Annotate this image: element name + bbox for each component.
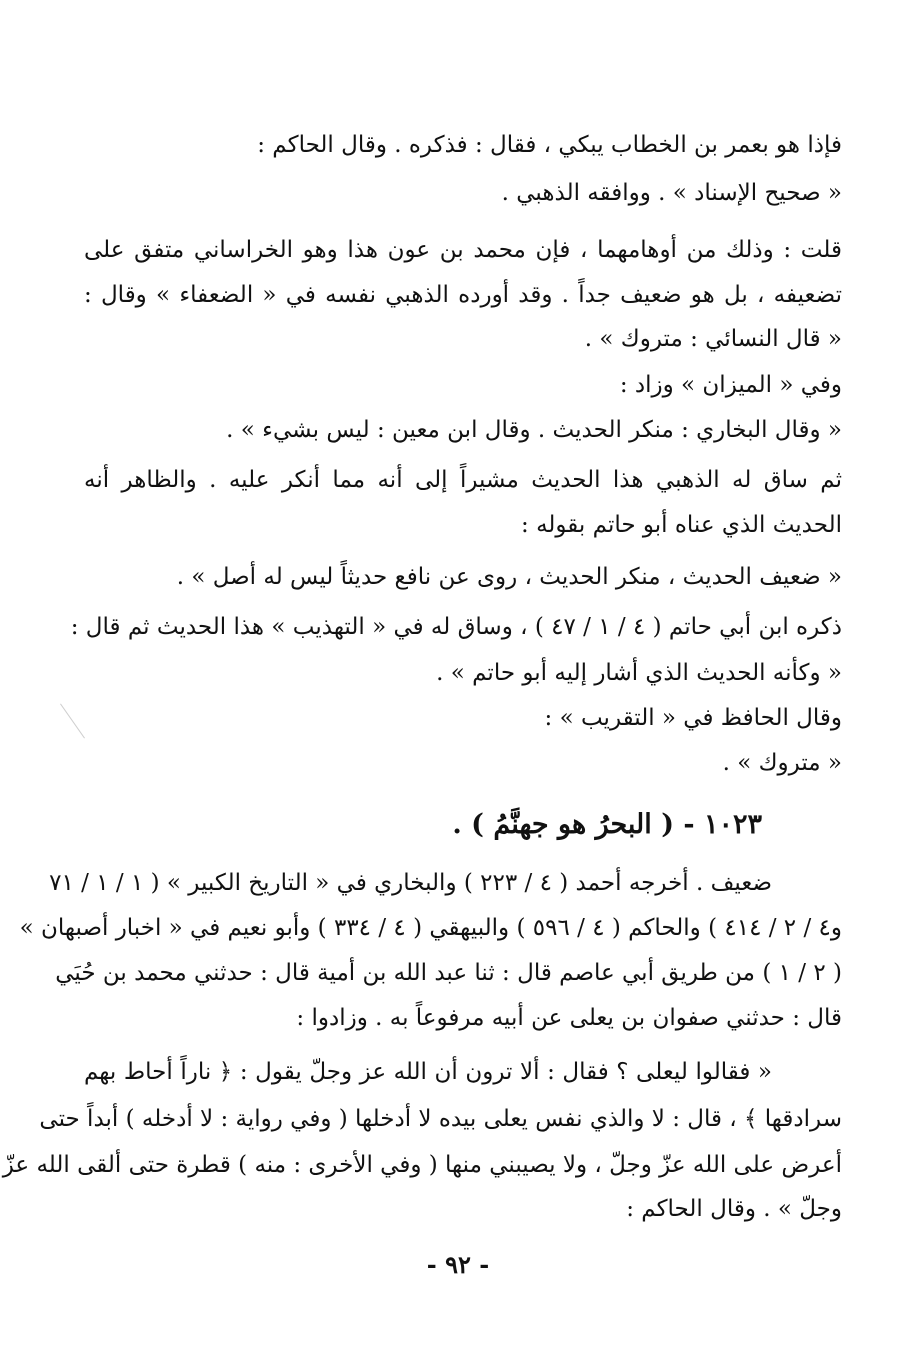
page-number: - ٩٢ - [426,1250,490,1279]
text-line-10: « ضعيف الحديث ، منكر الحديث ، روى عن نافع حديثاً ليس له أصل » . [176,564,842,590]
text-line-2: « صحيح الإسناد » . ووافقه الذهبي . [501,180,842,206]
text-line-4: تضعيفه ، بل هو ضعيف جداً . وقد أورده الذهبي نفسه في « الضعفاء » وقال : [84,282,842,308]
text-line-8: ثم ساق له الذهبي هذا الحديث مشيراً إلى أنه مما أنكر عليه . والظاهر أنه [84,467,842,493]
text-line-9: الحديث الذي عناه أبو حاتم بقوله : [521,512,842,538]
text-line-1: فإذا هو بعمر بن الخطاب يبكي ، فقال : فذكره . وقال الحاكم : [257,132,842,158]
text-line-5: « قال النسائي : متروك » . [584,326,842,352]
hadith-heading: ١٠٢٣ - ( البحرُ هو جهنَّمُ ) . [452,809,762,840]
text-line-11: ذكره ابن أبي حاتم ( ٤ / ١ / ٤٧ ) ، وساق له في « التهذيب » هذا الحديث ثم قال : [70,614,842,640]
text-line-7: « وقال البخاري : منكر الحديث . وقال ابن معين : ليس بشيء » . [226,417,842,443]
text-line-18: ( ٢ / ١ ) من طريق أبي عاصم قال : ثنا عبد الله بن أمية قال : حدثني محمد بن حُيَي [55,960,842,986]
text-line-21: سرادقها ﴾ ، قال : لا والذي نفس يعلى بيده لا أدخلها ( وفي رواية : لا أدخله ) أبداً حتى [39,1106,842,1132]
text-line-17: و٤ / ٢ / ٤١٤ ) والحاكم ( ٤ / ٥٩٦ ) والبيهقي ( ٤ / ٣٣٤ ) وأبو نعيم في « اخبار أصبهان » [19,915,842,941]
text-line-19: قال : حدثني صفوان بن يعلى عن أبيه مرفوعاً به . وزادوا : [296,1005,842,1031]
text-line-16: ضعيف . أخرجه أحمد ( ٤ / ٢٢٣ ) والبخاري في « التاريخ الكبير » ( ١ / ١ / ٧١ [49,870,772,896]
scan-artifact-line [60,704,85,739]
text-line-13: وقال الحافظ في « التقريب » : [544,705,842,731]
text-line-6: وفي « الميزان » وزاد : [619,372,842,398]
text-line-14: « متروك » . [722,750,842,776]
text-line-3: قلت : وذلك من أوهامهما ، فإن محمد بن عون هذا وهو الخراساني متفق على [84,237,842,263]
text-line-20: « فقالوا ليعلى ؟ فقال : ألا ترون أن الله عز وجلّ يقول : ﴿ ناراً أحاط بهم [84,1059,772,1085]
text-line-22: أعرض على الله عزّ وجلّ ، ولا يصيبني منها ( وفي الأخرى : منه ) قطرة حتى ألقى الله عزّ [2,1152,842,1178]
text-line-12: « وكأنه الحديث الذي أشار إليه أبو حاتم » . [436,660,842,686]
text-line-23: وجلّ » . وقال الحاكم : [626,1196,842,1222]
